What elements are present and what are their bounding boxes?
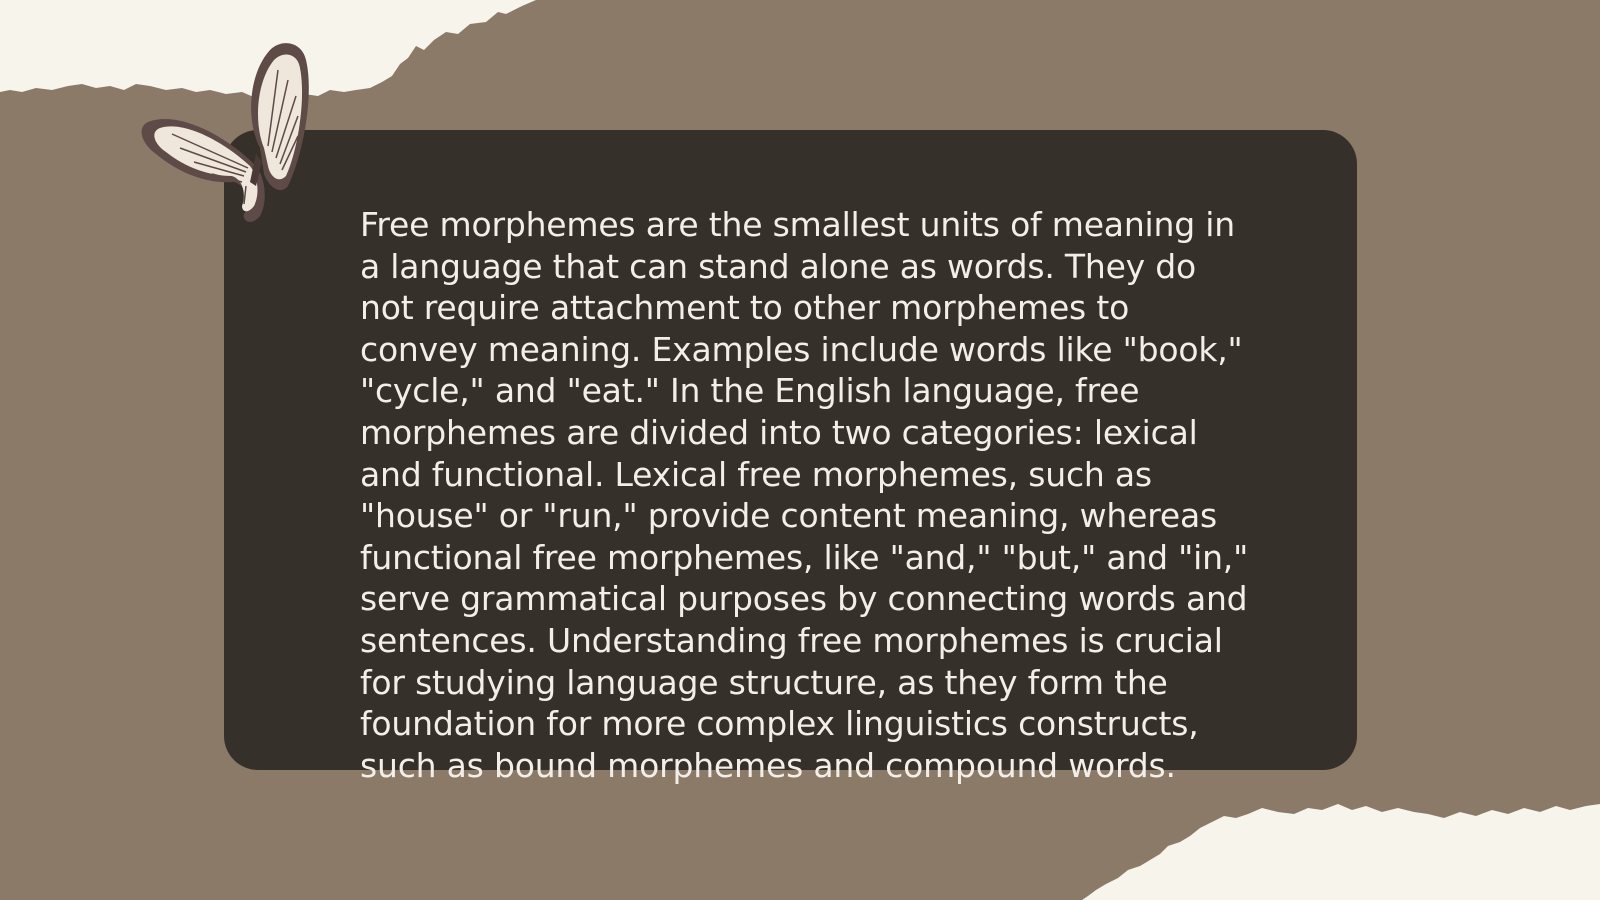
body-paragraph: Free morphemes are the smallest units of meaning in a language that can stand alone as words. They do not require attachment to other morphemes to convey meaning. Examples include words like "book," "cycle," and "eat." In the English language, free morphemes are divided into two categories: lexical and functional. Lexical free morphemes, such as "house" or "run," provide content meaning, whereas functional free morphemes, like "and," "but," and "in," serve grammatical purposes by connecting words and sentences. Understanding free morphemes is crucial for studying language structure, as they form the foundation for more complex linguistics constructs, such as bound morphemes and compound words. bbox=[360, 205, 1249, 785]
butterfly-icon bbox=[138, 36, 338, 226]
butterfly-left-wing bbox=[142, 119, 265, 222]
